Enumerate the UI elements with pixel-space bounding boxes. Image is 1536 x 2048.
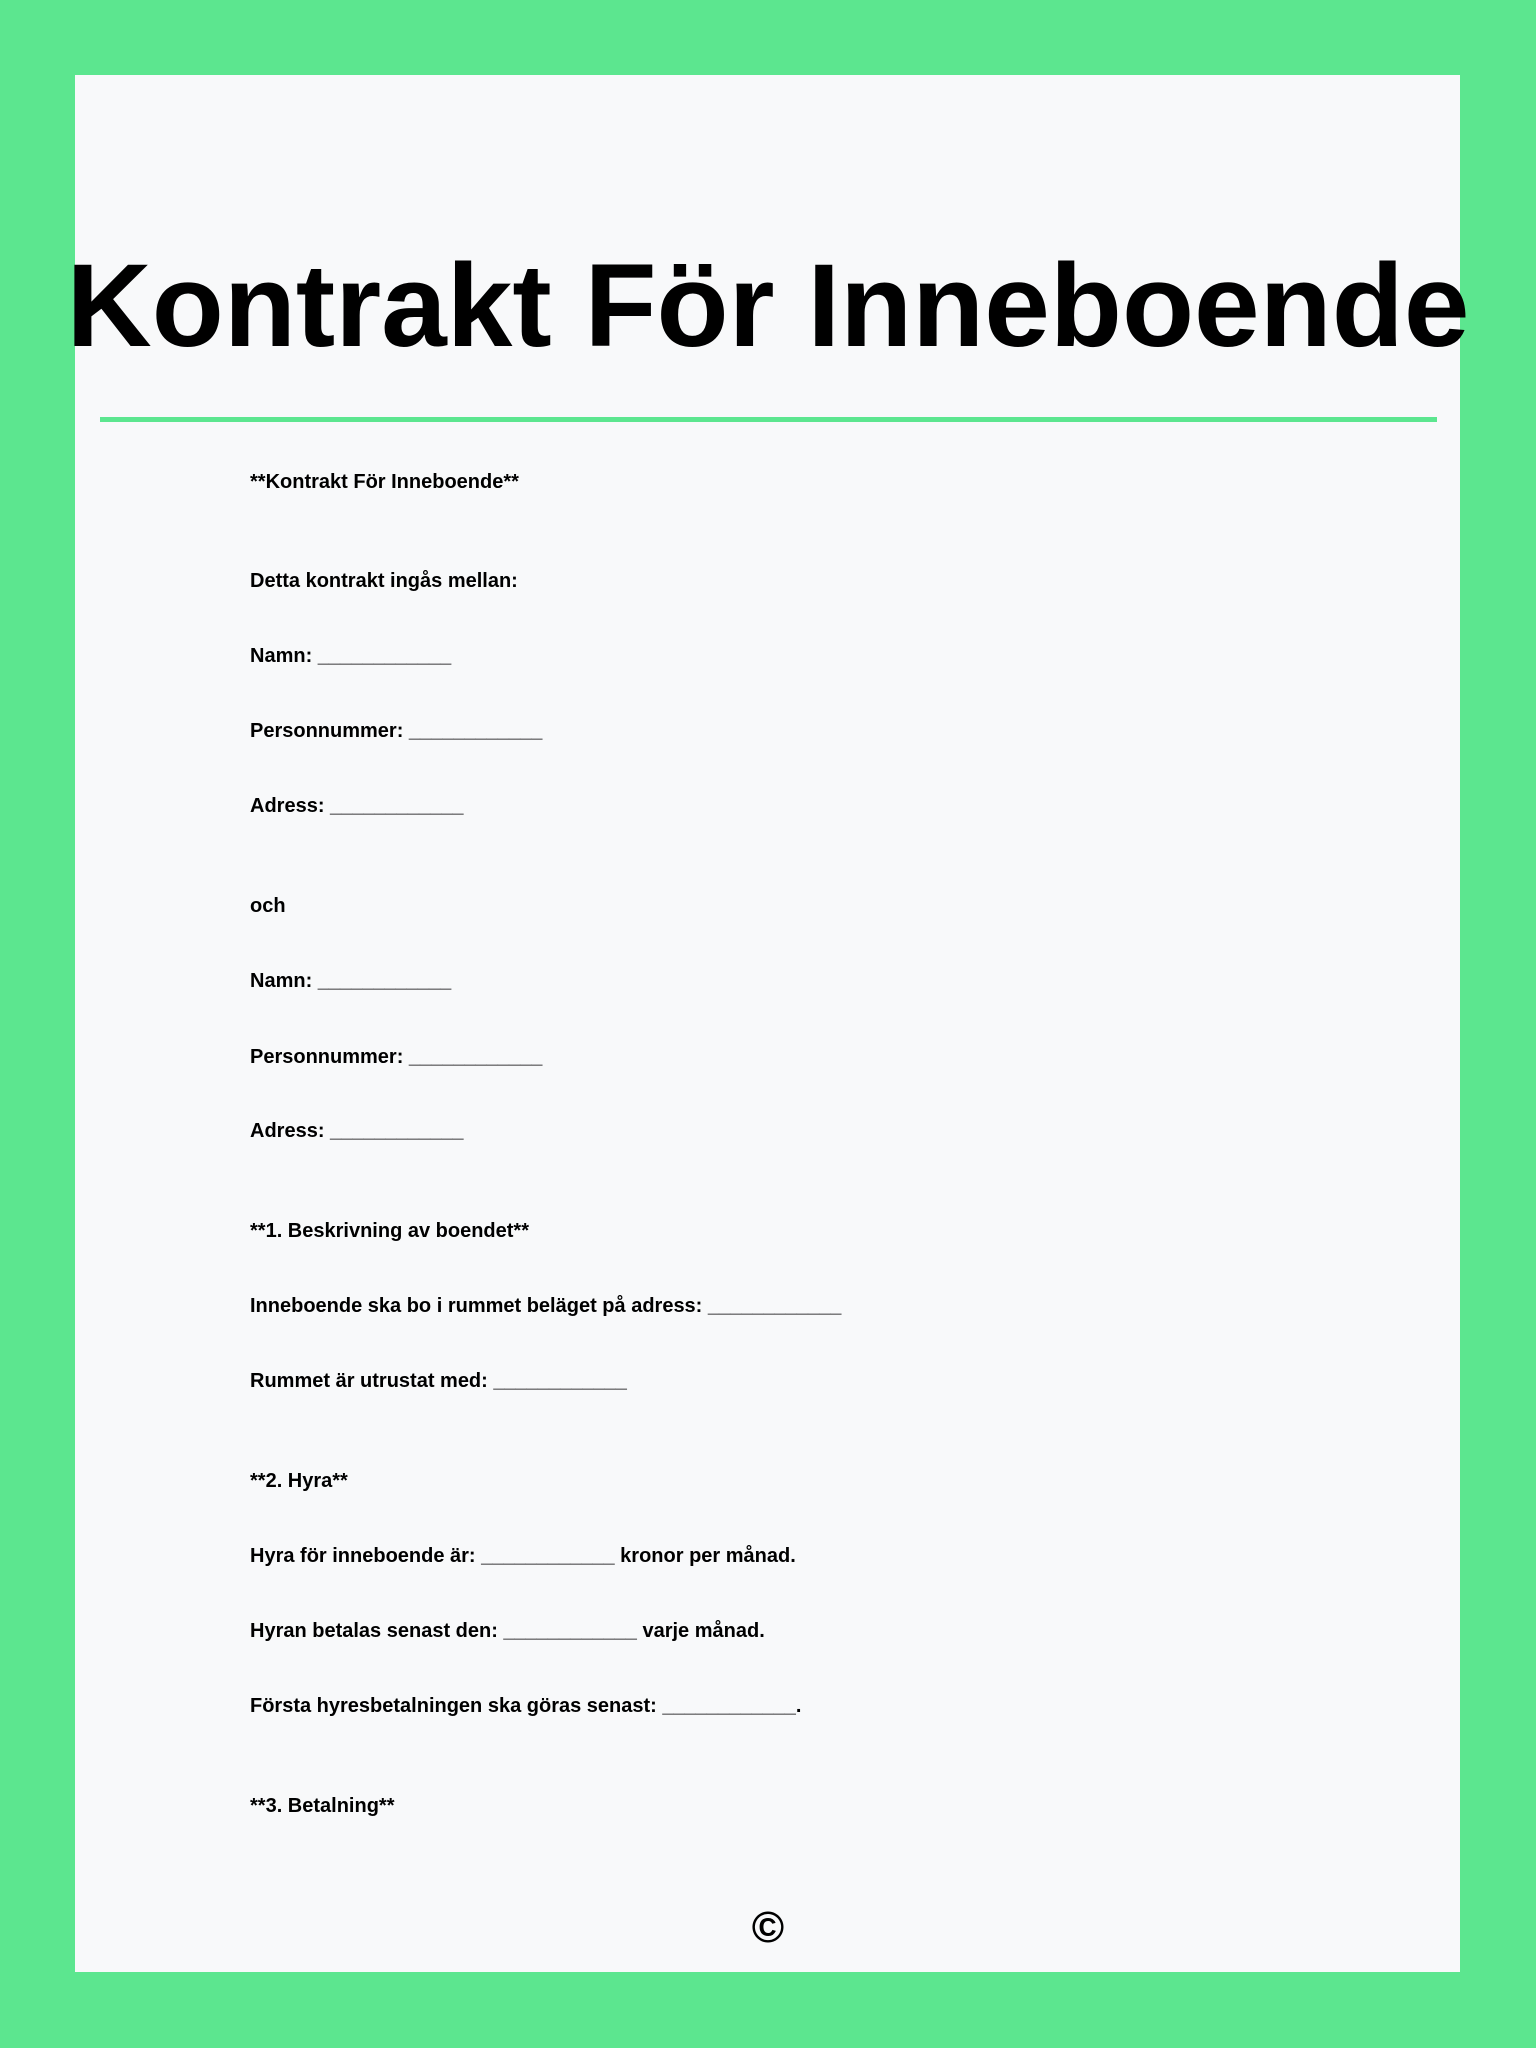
page-title: Kontrakt För Inneboende [66, 240, 1470, 372]
contract-heading: **Kontrakt För Inneboende** [250, 471, 519, 493]
party1-personnummer: Personnummer: ____________ [250, 720, 543, 742]
room-equipment: Rummet är utrustat med: ____________ [250, 1370, 627, 1392]
first-payment: Första hyresbetalningen ska göras senast: ____________. [250, 1695, 802, 1717]
intro-text: Detta kontrakt ingås mellan: [250, 570, 518, 592]
section2-heading: **2. Hyra** [250, 1470, 348, 1492]
party2-address: Adress: ____________ [250, 1120, 464, 1142]
section1-heading: **1. Beskrivning av boendet** [250, 1220, 529, 1242]
party1-name: Namn: ____________ [250, 645, 452, 667]
rent-due-date: Hyran betalas senast den: ____________ varje månad. [250, 1620, 765, 1642]
copyright-icon: © [751, 1903, 785, 1952]
rent-amount: Hyra för inneboende är: ____________ kronor per månad. [250, 1545, 796, 1567]
room-address: Inneboende ska bo i rummet beläget på adress: ____________ [250, 1295, 842, 1317]
party2-personnummer: Personnummer: ____________ [250, 1046, 543, 1068]
section3-heading: **3. Betalning** [250, 1795, 395, 1817]
title-divider [100, 417, 1437, 422]
party1-address: Adress: ____________ [250, 795, 464, 817]
and-text: och [250, 895, 286, 917]
party2-name: Namn: ____________ [250, 970, 452, 992]
